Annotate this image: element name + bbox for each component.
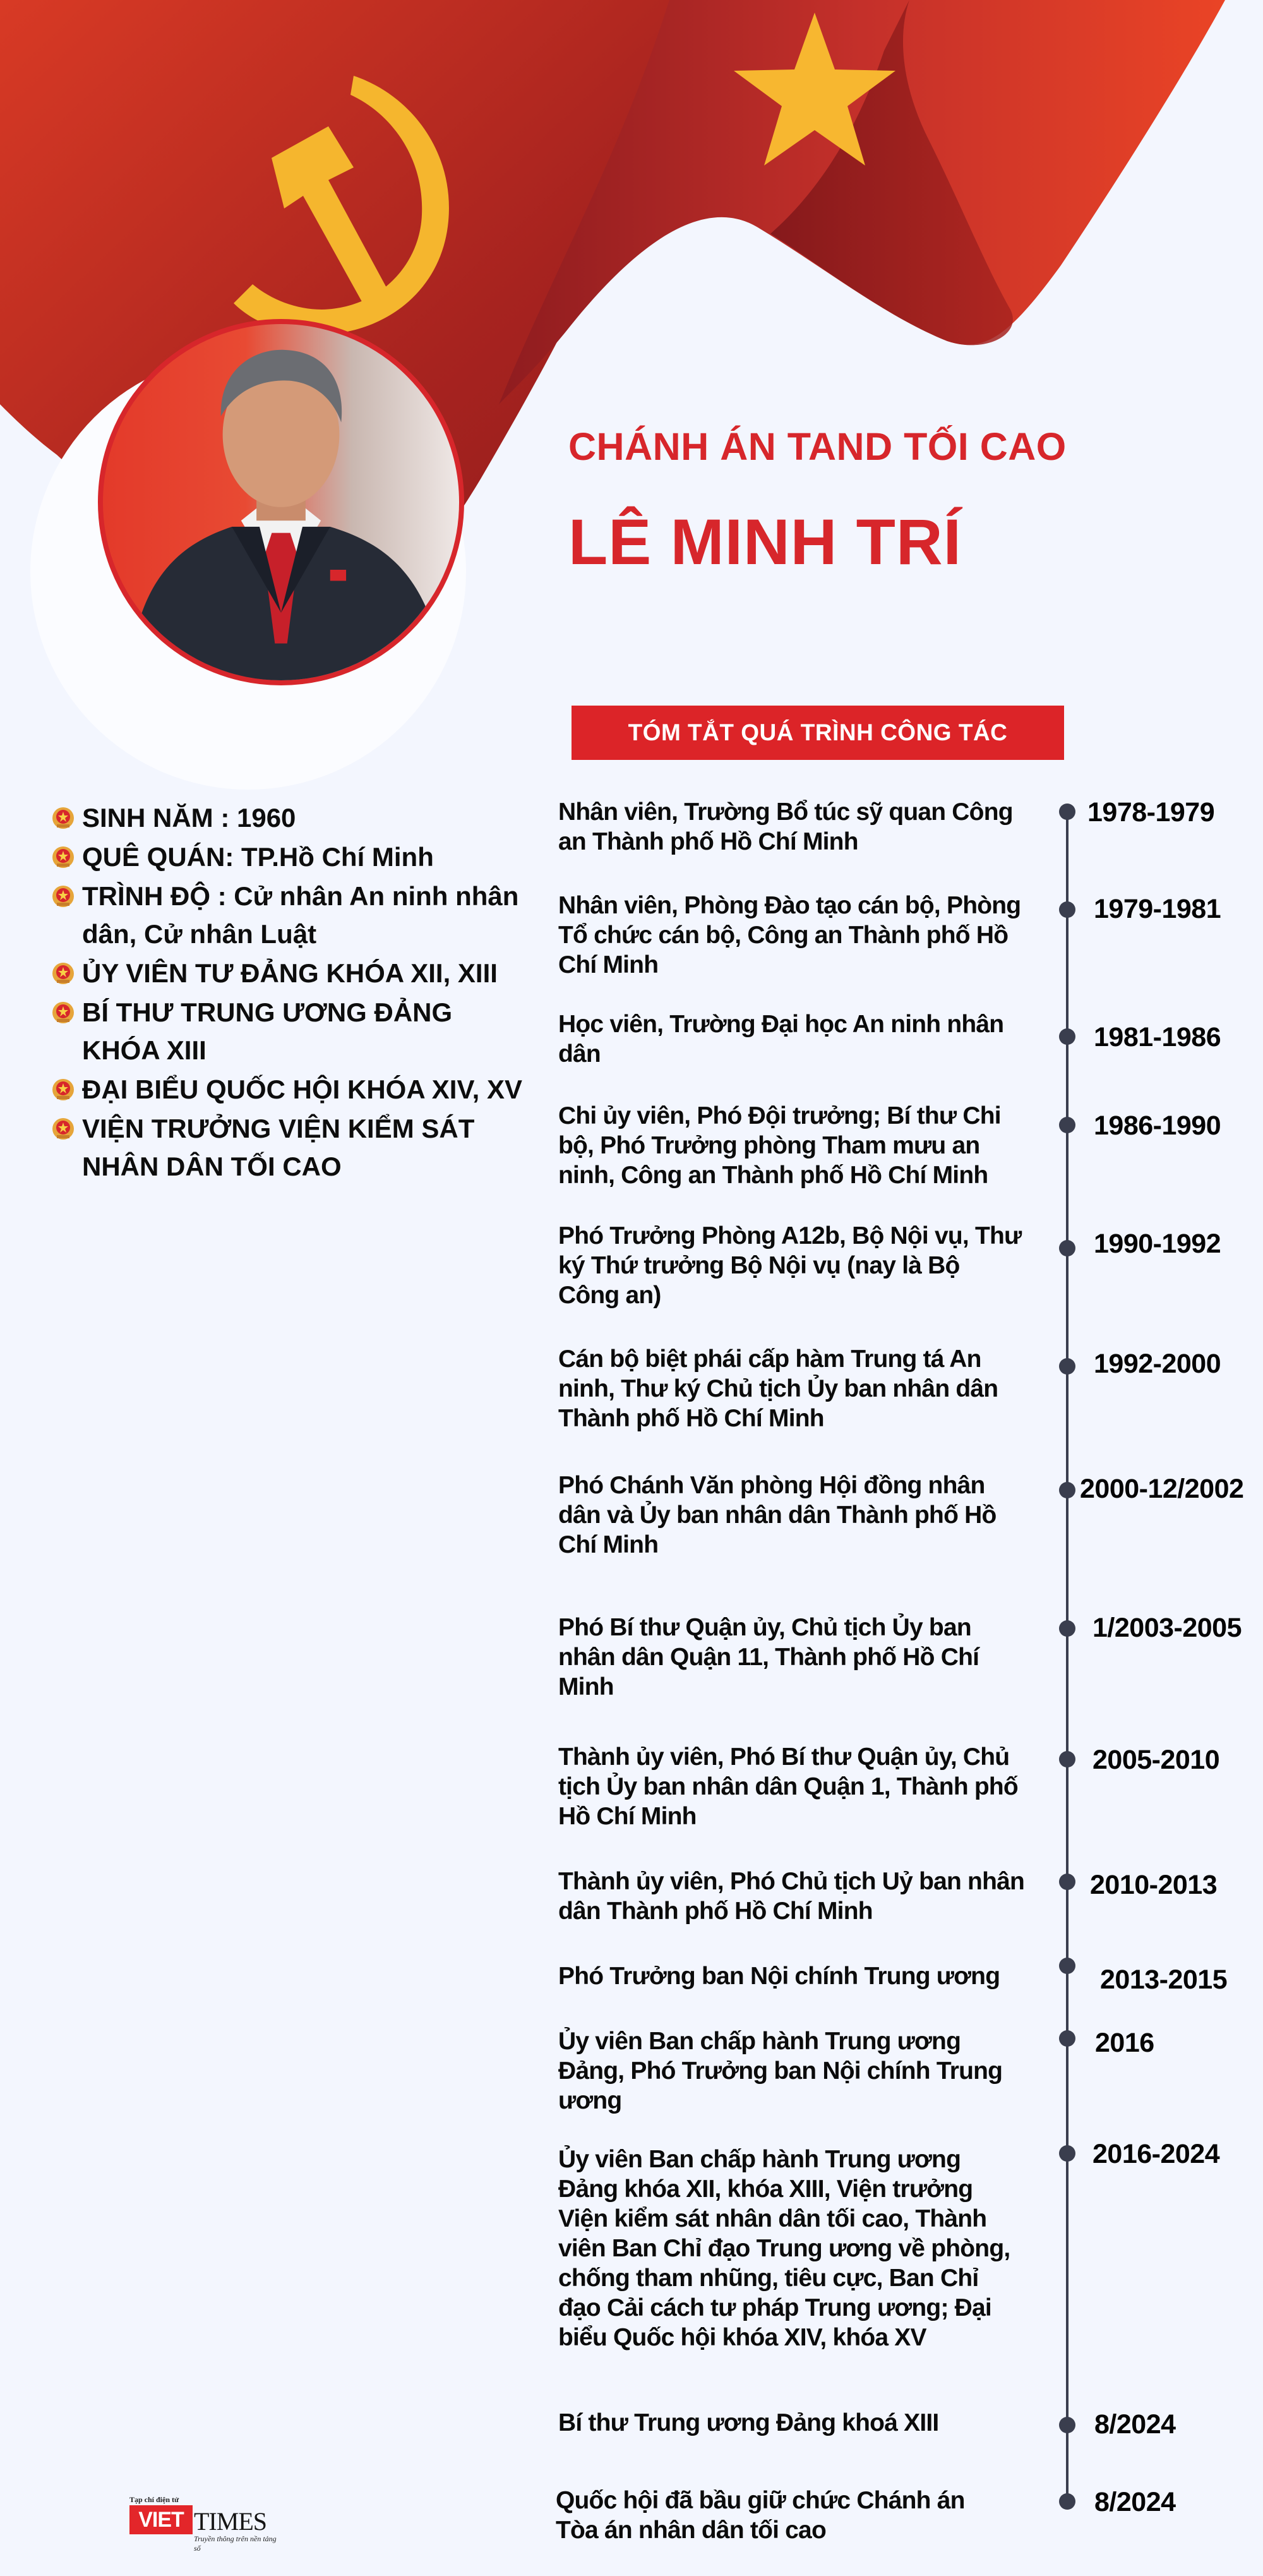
section-title: TÓM TẮT QUÁ TRÌNH CÔNG TÁC: [628, 719, 1008, 745]
portrait-figure: [103, 324, 459, 680]
timeline-dot-icon: [1059, 2493, 1075, 2510]
timeline-dot-icon: [1059, 1958, 1075, 1974]
bio-item-birth-year: [51, 799, 530, 837]
bio-text: ỦY VIÊN TƯ ĐẢNG KHÓA XII, XIII: [82, 958, 498, 988]
timeline-date: 8/2024: [1094, 2487, 1176, 2517]
timeline-text: Thành ủy viên, Phó Chủ tịch Uỷ ban nhân dân Thành phố Hồ Chí Minh: [558, 1868, 1025, 1925]
timeline-date: 1978-1979: [1087, 797, 1215, 828]
national-emblem-icon: [51, 1116, 76, 1141]
bio-text: QUÊ QUÁN: TP.Hồ Chí Minh: [82, 842, 434, 872]
timeline-text: Bí thư Trung ương Đảng khoá XIII: [558, 2409, 939, 2436]
bio-text: SINH NĂM : 1960: [82, 803, 296, 833]
timeline-text: Phó Chánh Văn phòng Hội đồng nhân dân và Ủy ban nhân dân Thành phố Hồ Chí Minh: [558, 1472, 997, 1558]
position-subtitle: CHÁNH ÁN TAND TỐI CAO: [568, 425, 1067, 468]
timeline-date: 2000-12/2002: [1080, 1474, 1244, 1504]
bio-item-secretary: [51, 994, 530, 1069]
timeline-line: [1066, 812, 1068, 2501]
national-emblem-icon: [51, 961, 76, 986]
timeline-dot-icon: [1059, 901, 1075, 918]
viettimes-logo: [129, 2495, 281, 2553]
timeline-text: Phó Bí thư Quận ủy, Chủ tịch Ủy ban nhân dân Quận 11, Thành phố Hồ Chí Minh: [558, 1614, 979, 1700]
timeline-date: 2013-2015: [1100, 1965, 1228, 1995]
national-emblem-icon: [51, 1000, 76, 1025]
timeline-text: Phó Trưởng Phòng A12b, Bộ Nội vụ, Thư ký Thứ trưởng Bộ Nội vụ (nay là Bộ Công an): [558, 1222, 1022, 1309]
timeline-text: Ủy viên Ban chấp hành Trung ương Đảng khóa XII, khóa XIII, Viện trưởng Viện kiểm sát nhân dân tối cao, Thành viên Ban Chỉ đạo Trung ương về phòng, chống tham nhũng, tiêu cực, Ban Chỉ đạo Cải cách tư pháp Trung ương; Đại biểu Quốc hội khóa XIV, khóa XV: [558, 2146, 1010, 2351]
timeline-dot-icon: [1059, 2145, 1075, 2162]
timeline-date: 1992-2000: [1094, 1349, 1221, 1379]
timeline-dot-icon: [1059, 1117, 1075, 1133]
timeline-dot-icon: [1059, 2030, 1075, 2047]
timeline-text: Thành ủy viên, Phó Bí thư Quận ủy, Chủ tịch Ủy ban nhân dân Quận 1, Thành phố Hồ Chí Minh: [558, 1743, 1018, 1830]
timeline-dot-icon: [1059, 1240, 1075, 1256]
person-name: LÊ MINH TRÍ: [568, 506, 962, 578]
logo-tagline: Tạp chí điện tử: [129, 2495, 179, 2504]
bio-item-deputy: [51, 1071, 530, 1109]
timeline-text: Phó Trưởng ban Nội chính Trung ương: [558, 1963, 1000, 1990]
timeline-text: Quốc hội đã bầu giữ chức Chánh án Tòa án nhân dân tối cao: [556, 2487, 965, 2544]
bio-item-procurator: [51, 1110, 530, 1186]
national-emblem-icon: [51, 845, 76, 870]
logo-brand-left: VIET: [129, 2505, 193, 2534]
national-emblem-icon: [51, 1077, 76, 1102]
national-emblem-icon: [51, 884, 76, 909]
bio-text: VIỆN TRƯỞNG VIỆN KIỂM SÁT NHÂN DÂN TỐI CAO: [82, 1114, 475, 1181]
bio-item-hometown: [51, 838, 530, 876]
timeline-text: Chi ủy viên, Phó Đội trưởng; Bí thư Chi bộ, Phó Trưởng phòng Tham mưu an ninh, Công an Thành phố Hồ Chí Minh: [558, 1102, 1001, 1189]
timeline-text: Học viên, Trường Đại học An ninh nhân dân: [558, 1011, 1004, 1068]
timeline-date: 1979-1981: [1094, 894, 1221, 924]
timeline-text: Nhân viên, Phòng Đào tạo cán bộ, Phòng Tổ chức cán bộ, Công an Thành phố Hồ Chí Minh: [558, 892, 1021, 978]
logo-brand-right: TIMES: [194, 2507, 266, 2536]
timeline-date: 1/2003-2005: [1092, 1613, 1242, 1643]
timeline-dot-icon: [1059, 803, 1075, 820]
timeline-date: 2016: [1095, 2028, 1154, 2058]
timeline-dot-icon: [1059, 1874, 1075, 1890]
timeline-text: Cán bộ biệt phái cấp hàm Trung tá An ninh, Thư ký Chủ tịch Ủy ban nhân dân Thành phố Hồ Chí Minh: [558, 1345, 998, 1432]
timeline-dot-icon: [1059, 1358, 1075, 1375]
bio-text: ĐẠI BIỂU QUỐC HỘI KHÓA XIV, XV: [82, 1074, 522, 1104]
timeline-date: 2016-2024: [1092, 2139, 1220, 2169]
timeline-text: Nhân viên, Trường Bổ túc sỹ quan Công an Thành phố Hồ Chí Minh: [558, 798, 1013, 855]
timeline-dot-icon: [1059, 1751, 1075, 1767]
timeline-date: 1990-1992: [1094, 1229, 1221, 1259]
bio-text: BÍ THƯ TRUNG ƯƠNG ĐẢNG KHÓA XIII: [82, 997, 453, 1065]
section-title-box: [572, 706, 1064, 760]
bio-item-education: [51, 877, 530, 953]
logo-slogan: Truyền thông trên nền tảng số: [194, 2534, 277, 2553]
timeline-dot-icon: [1059, 1028, 1075, 1045]
portrait: [98, 319, 464, 685]
bio-text: TRÌNH ĐỘ : Cử nhân An ninh nhân dân, Cử nhân Luật: [82, 881, 519, 949]
timeline-date: 8/2024: [1094, 2409, 1176, 2440]
timeline-date: 1986-1990: [1094, 1110, 1221, 1141]
timeline-dot-icon: [1059, 1620, 1075, 1637]
bio-list: [51, 799, 530, 1187]
bio-item-party-committee: [51, 954, 530, 992]
timeline-dot-icon: [1059, 2417, 1075, 2433]
timeline-date: 1981-1986: [1094, 1022, 1221, 1052]
timeline-date: 2010-2013: [1090, 1870, 1218, 1900]
national-emblem-icon: [51, 805, 76, 831]
timeline-text: Ủy viên Ban chấp hành Trung ương Đảng, Phó Trưởng ban Nội chính Trung ương: [558, 2028, 1003, 2114]
timeline-dot-icon: [1059, 1482, 1075, 1498]
timeline-date: 2005-2010: [1092, 1745, 1220, 1775]
